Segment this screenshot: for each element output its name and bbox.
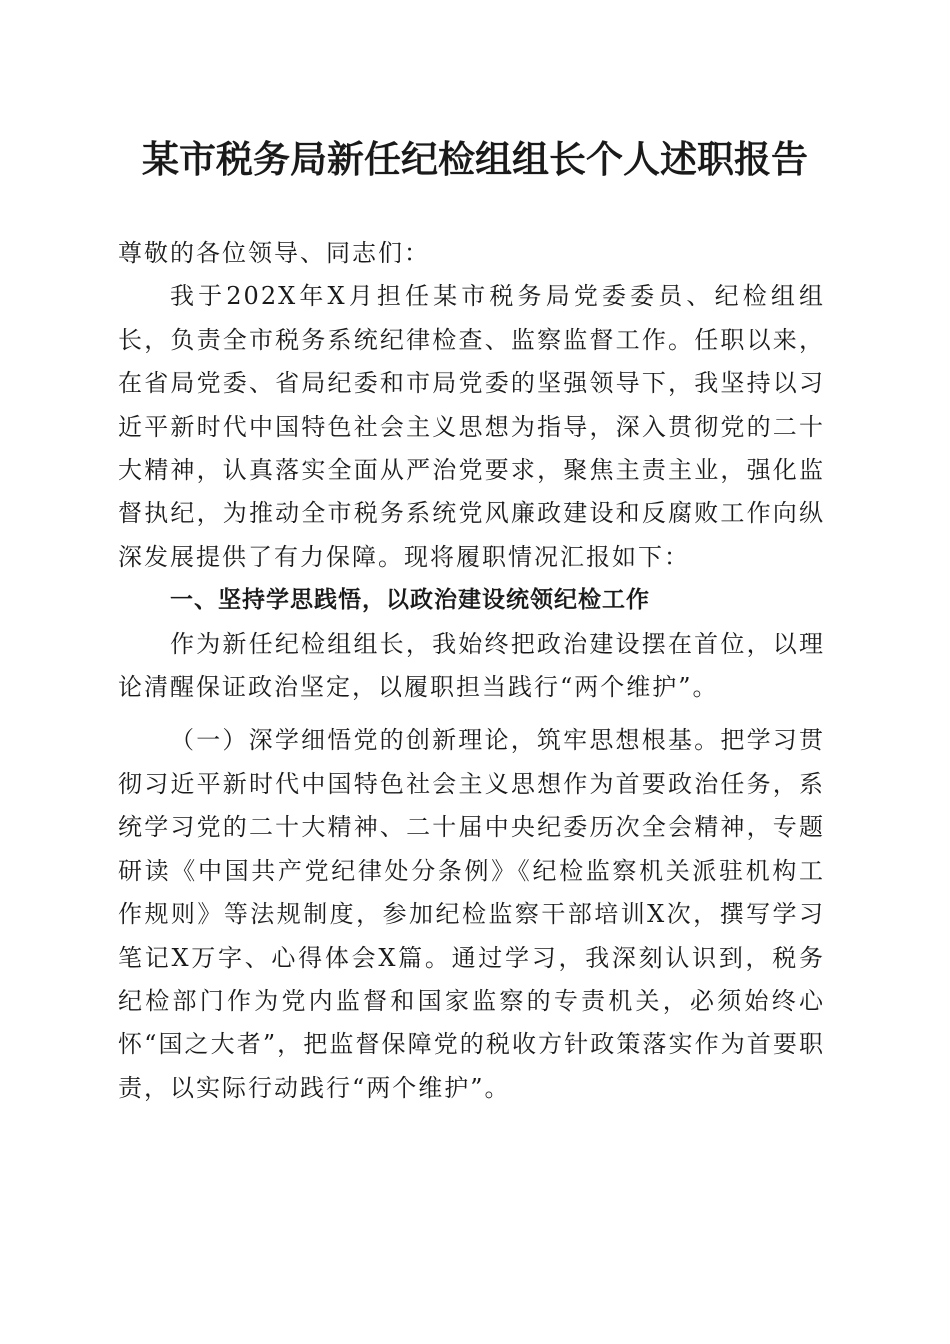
section-1-lead-paragraph: 作为新任纪检组组长，我始终把政治建设摆在首位，以理论清醒保证政治坚定，以履职担当践行“两个维护”。 — [118, 629, 825, 702]
intro-paragraph: 我于202X年X月担任某市税务局党委委员、纪检组组长，负责全市税务系统纪律检查、监察监督工作。任职以来，在省局党委、省局纪委和市局党委的坚强领导下，我坚持以习近平新时代中国特色社会主义思想为指导，深入贯彻党的二十大精神，认真落实全面从严治党要求，聚焦主责主业，强化监督执纪，为推动全市税务系统党风廉政建设和反腐败工作向纵深发展提供了有力保障。现将履职情况汇报如下： — [118, 282, 825, 571]
document-body — [118, 232, 825, 1110]
section-heading-1: 一、坚持学思践悟，以政治建设统领纪检工作 — [170, 587, 650, 614]
document-title: 某市税务局新任纪检组组长个人述职报告 — [142, 137, 808, 181]
subsection-1-paragraph: （一）深学细悟党的创新理论，筑牢思想根基。把学习贯彻习近平新时代中国特色社会主义思想作为首要政治任务，系统学习党的二十大精神、二十届中央纪委历次全会精神，专题研读《中国共产党纪律处分条例》《纪检监察机关派驻机构工作规则》等法规制度，参加纪检监察干部培训X次，撰写学习笔记X万字、心得体会X篇。通过学习，我深刻认识到，税务纪检部门作为党内监督和国家监察的专责机关，必须始终心怀“国之大者”，把监督保障党的税收方针政策落实作为首要职责，以实际行动践行“两个维护”。 — [118, 726, 825, 1102]
salutation: 尊敬的各位领导、同志们： — [118, 239, 430, 267]
